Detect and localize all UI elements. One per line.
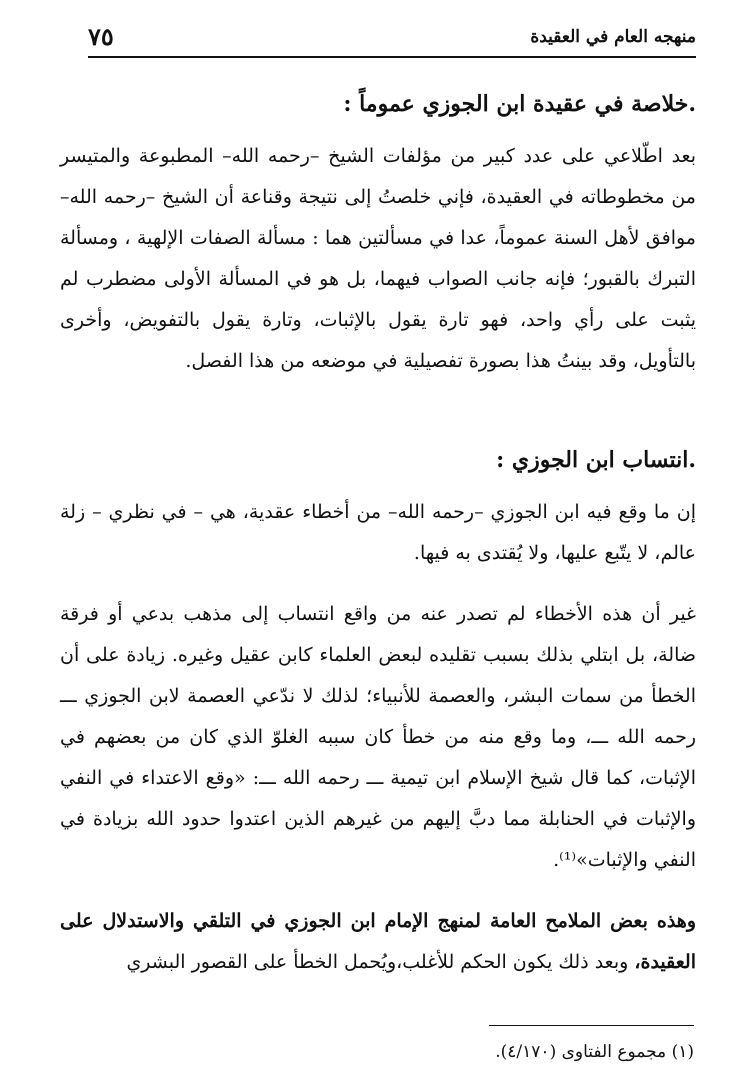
paragraph-summary: بعد اطّلاعي على عدد كبير من مؤلفات الشيخ –رحمه الله– المطبوعة والمتيسر من مخطوطاته في العقيدة، فإني خلصتُ إلى نتيجة وقناعة أن الشيخ –رحمه الله– موافق لأهل السنة عموماً، عدا في مسألتين هما : مسألة الصفات الإلهية ، ومسألة التبرك بالقبور؛ فإنه جانب الصواب فيهما، بل هو في المسألة الأولى مضطرب لم يثبت على رأي واحد، فهو تارة يقول بالإثبات، وتارة يقول بالتفويض، وأخرى بالتأويل، وقد بينتُ هذا بصورة تفصيلية في موضعه من هذا الفصل. bbox=[60, 145, 696, 372]
footnote-marker: (١) bbox=[671, 1042, 694, 1062]
section-gap bbox=[60, 382, 696, 440]
paragraph-affiliation-1: إن ما وقع فيه ابن الجوزي –رحمه الله– من أخطاء عقدية، هي – في نظري – زلة عالم، لا يتّبع عليها، ولا يُقتدى به فيها. bbox=[60, 501, 696, 564]
paragraph-gap bbox=[60, 574, 696, 594]
closing-bold-text: وهذه بعض الملامح العامة لمنهج الإمام ابن الجوزي في التلقي والاستدلال على العقيدة، bbox=[60, 910, 696, 973]
closing-text: وبعد ذلك يكون الحكم للأغلب،ويُحمل الخطأ على القصور البشري bbox=[126, 951, 635, 973]
footnote-divider bbox=[489, 1025, 694, 1026]
section-heading-summary: .خلاصة في عقيدة ابن الجوزي عموماً : bbox=[343, 91, 696, 117]
page-number: ٧٥ bbox=[88, 22, 114, 51]
page-body bbox=[60, 84, 696, 983]
paragraph-gap bbox=[60, 881, 696, 901]
paragraph-affiliation-2: غير أن هذه الأخطاء لم تصدر عنه من واقع انتساب إلى مذهب بدعي أو فرقة ضالة، بل ابتلي بذلك بسبب تقليده لبعض العلماء كابن عقيل وغيره. زيادة على أن الخطأ من سمات البشر، والعصمة للأنبياء؛ لذلك لا ندّعي العصمة لابن الجوزي ـــ رحمه الله ـــ، وما وقع منه من خطأ كان سببه الغلوّ الذي كان من بعضهم في الإثبات، كما قال شيخ الإسلام ابن تيمية ـــ رحمه الله ـــ: «وقع الاعتداء في النفي والإثبات في الحنابلة مما دبَّ إليهم من غيرهم الذين اعتدوا حدود الله بزيادة في النفي والإثبات»⁽¹⁾. bbox=[60, 603, 696, 871]
footnote-text: مجموع الفتاوى (٤/١٧٠). bbox=[495, 1042, 667, 1062]
section-heading-affiliation: .انتساب ابن الجوزي : bbox=[496, 447, 696, 473]
paragraph-closing bbox=[60, 901, 696, 983]
footnote bbox=[495, 1040, 694, 1064]
running-title: منهجه العام في العقيدة bbox=[530, 27, 696, 47]
page-header bbox=[88, 22, 696, 58]
